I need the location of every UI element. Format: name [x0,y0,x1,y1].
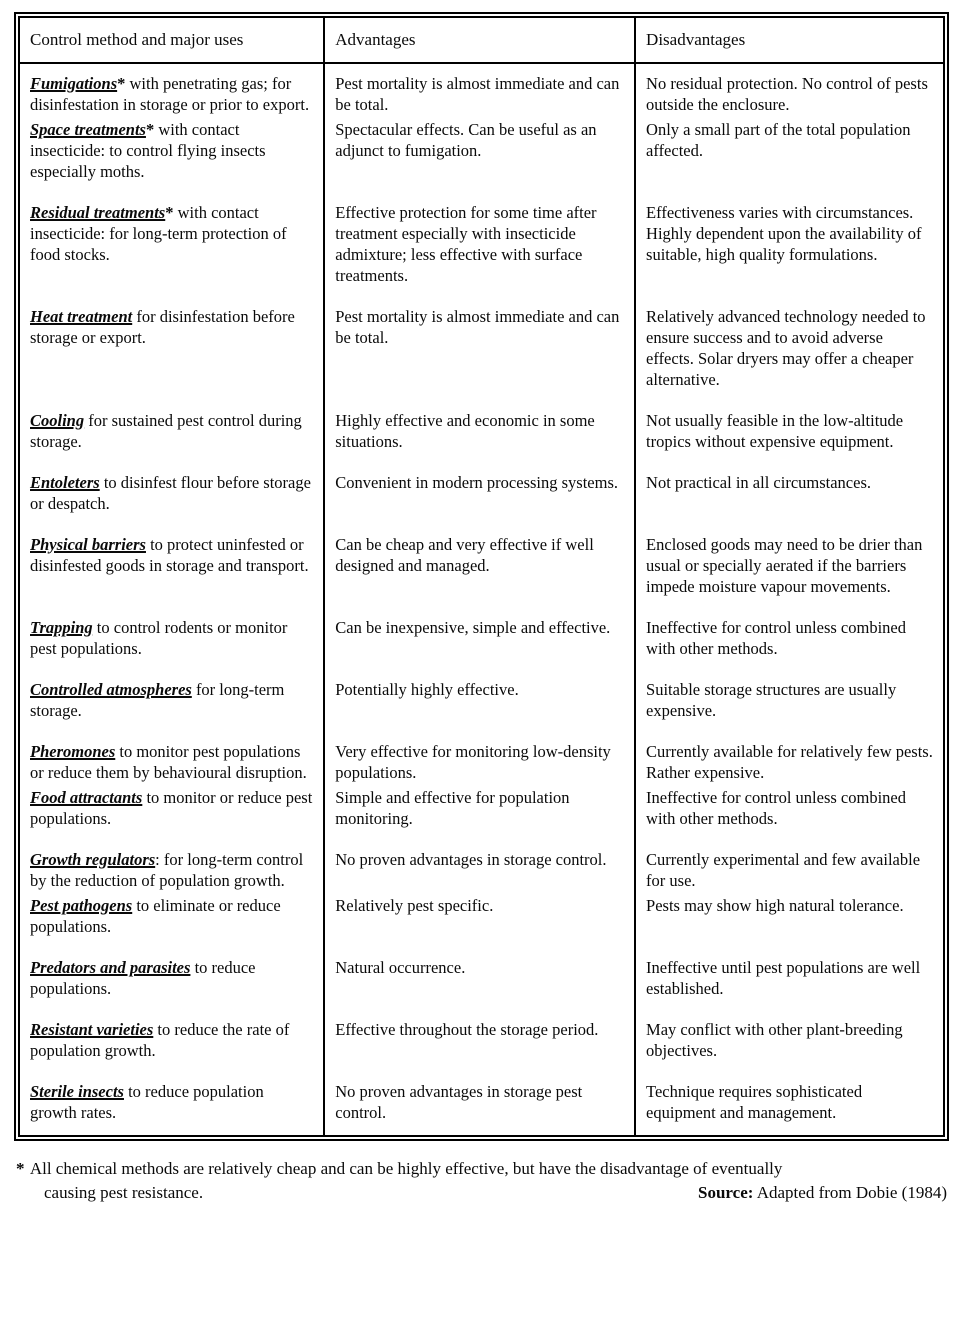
disadvantage-cell: Effectiveness varies with circumstances. Highly dependent upon the availability of suitable, high quality formulations. [635,202,944,306]
method-rest: to reduce the rate of population growth. [30,1020,290,1060]
advantage-cell: Spectacular effects. Can be useful as an adjunct to fumigation. [324,119,635,202]
pest-control-methods-table [18,16,945,1137]
table-row [19,1081,944,1136]
method-rest: : for long-term control by the reduction of population growth. [30,850,304,890]
method-star: * [145,120,155,139]
method-term: Entoleters [30,473,100,492]
method-cell [19,849,324,895]
method-term: Controlled atmospheres [30,680,192,699]
advantage-cell: Pest mortality is almost immediate and can be total. [324,63,635,119]
disadvantage-cell: Technique requires sophisticated equipment and management. [635,1081,944,1136]
table-row [19,202,944,306]
method-rest: to control rodents or monitor pest populations. [30,618,288,658]
method-cell [19,1019,324,1081]
advantage-cell: No proven advantages in storage control. [324,849,635,895]
method-term: Residual treatments [30,203,166,222]
table-row [19,306,944,410]
table-row [19,63,944,119]
advantage-cell: Very effective for monitoring low-density populations. [324,741,635,787]
disadvantage-cell: Enclosed goods may need to be drier than usual or specially aerated if the barriers impede moisture vapour movements. [635,534,944,617]
column-header-control-method: Control method and major uses [19,17,324,63]
method-term: Food attractants [30,788,143,807]
disadvantage-cell: Pests may show high natural tolerance. [635,895,944,957]
advantage-cell: Convenient in modern processing systems. [324,472,635,534]
method-cell [19,202,324,306]
method-star: * [165,203,174,222]
method-rest: with contact insecticide: for long-term protection of food stocks. [30,203,287,264]
method-rest: for long-term storage. [30,680,285,720]
disadvantage-cell: Ineffective for control unless combined with other methods. [635,787,944,849]
disadvantage-cell: May conflict with other plant-breeding objectives. [635,1019,944,1081]
method-term: Sterile insects [30,1082,124,1101]
disadvantage-cell: Suitable storage structures are usually expensive. [635,679,944,741]
method-rest: to disinfest flour before storage or despatch. [30,473,311,513]
footnote-text: All chemical methods are relatively cheap and can be highly effective, but have the disadvantage of eventually [29,1159,783,1178]
disadvantage-cell: Ineffective until pest populations are well established. [635,957,944,1019]
source-text: Adapted from Dobie (1984) [756,1183,947,1202]
footnote-marker: * [16,1159,25,1178]
method-rest: to monitor pest populations or reduce them by behavioural disruption. [30,742,307,782]
method-cell [19,1081,324,1136]
advantage-cell: Can be inexpensive, simple and effective. [324,617,635,679]
method-term: Pheromones [30,742,116,761]
method-rest: to reduce population growth rates. [30,1082,264,1122]
advantage-cell: Simple and effective for population monitoring. [324,787,635,849]
footnote-line1 [16,1157,947,1181]
source-credit [698,1181,947,1205]
table-row [19,119,944,202]
advantage-cell: Effective protection for some time after treatment especially with insecticide admixture; less effective with surface treatments. [324,202,635,306]
method-rest: for sustained pest control during storage. [30,411,302,451]
advantage-cell: Relatively pest specific. [324,895,635,957]
method-cell [19,957,324,1019]
table-row [19,787,944,849]
advantage-cell: Natural occurrence. [324,957,635,1019]
disadvantage-cell: Currently available for relatively few pests. Rather expensive. [635,741,944,787]
advantage-cell: Can be cheap and very effective if well designed and managed. [324,534,635,617]
table-frame [14,12,949,1141]
method-rest: to reduce populations. [30,958,256,998]
disadvantage-cell: Not practical in all circumstances. [635,472,944,534]
table-row [19,617,944,679]
disadvantage-cell: Currently experimental and few available for use. [635,849,944,895]
method-term: Resistant varieties [30,1020,154,1039]
disadvantage-cell: No residual protection. No control of pests outside the enclosure. [635,63,944,119]
method-rest: to eliminate or reduce populations. [30,896,281,936]
table-row [19,849,944,895]
column-header-advantages: Advantages [324,17,635,63]
source-label: Source: [698,1183,754,1202]
table-row [19,410,944,472]
method-term: Fumigations [30,74,118,93]
method-cell [19,472,324,534]
disadvantage-cell: Not usually feasible in the low-altitude tropics without expensive equipment. [635,410,944,472]
advantage-cell: Pest mortality is almost immediate and can be total. [324,306,635,410]
advantage-cell: No proven advantages in storage pest control. [324,1081,635,1136]
advantage-cell: Highly effective and economic in some situations. [324,410,635,472]
table-row [19,679,944,741]
footnote [14,1157,949,1205]
method-cell [19,787,324,849]
table-row [19,472,944,534]
method-cell [19,306,324,410]
disadvantage-cell: Only a small part of the total population affected. [635,119,944,202]
method-term: Heat treatment [30,307,133,326]
table-row [19,741,944,787]
table-row [19,895,944,957]
disadvantage-cell: Ineffective for control unless combined with other methods. [635,617,944,679]
method-cell [19,617,324,679]
method-rest: with contact insecticide: to control flying insects especially moths. [30,120,266,181]
method-term: Growth regulators [30,850,156,869]
advantage-cell: Effective throughout the storage period. [324,1019,635,1081]
table-row [19,957,944,1019]
footnote-continuation: causing pest resistance. [44,1183,204,1202]
method-rest: for disinfestation before storage or export. [30,307,295,347]
table-row [19,1019,944,1081]
method-cell [19,63,324,119]
method-cell [19,895,324,957]
method-rest: to monitor or reduce pest populations. [30,788,313,828]
method-star: * [117,74,126,93]
method-rest: to protect uninfested or disinfested goods in storage and transport. [30,535,309,575]
table-body [19,63,944,1136]
method-term: Cooling [30,411,85,430]
header-row [19,17,944,63]
method-term: Trapping [30,618,93,637]
method-cell [19,410,324,472]
method-term: Space treatments [30,120,146,139]
method-cell [19,119,324,202]
method-rest: with penetrating gas; for disinfestation in storage or prior to export. [30,74,310,114]
method-term: Pest pathogens [30,896,133,915]
disadvantage-cell: Relatively advanced technology needed to ensure success and to avoid adverse effects. Solar dryers may offer a cheaper alternative. [635,306,944,410]
table-row [19,534,944,617]
method-cell [19,741,324,787]
method-cell [19,679,324,741]
method-term: Physical barriers [30,535,146,554]
method-cell [19,534,324,617]
method-term: Predators and parasites [30,958,191,977]
advantage-cell: Potentially highly effective. [324,679,635,741]
footnote-line2 [16,1181,947,1205]
column-header-disadvantages: Disadvantages [635,17,944,63]
